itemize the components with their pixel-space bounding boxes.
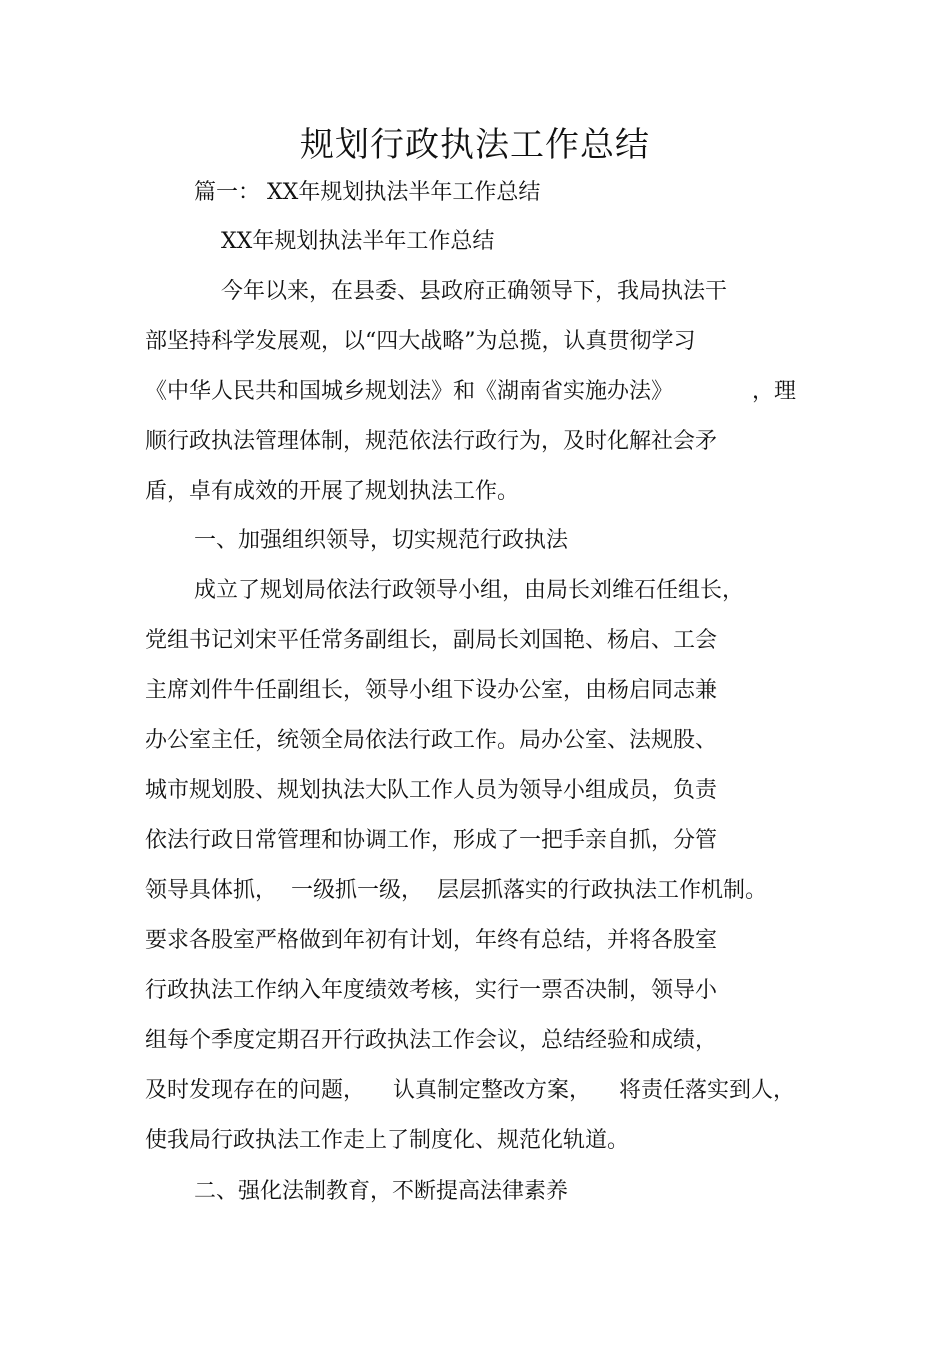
paragraph-line: 党组书记刘宋平任常务副组长，副局长刘国艳、杨启、工会 <box>145 628 718 653</box>
paragraph-line: 组每个季度定期召开行政执法工作会议，总结经验和成绩， <box>145 1028 718 1053</box>
paragraph-line: 及时发现存在的问题， 认真制定整改方案， 将责任落实到人， <box>145 1078 795 1103</box>
paragraph-line: 使我局行政执法工作走上了制度化、规范化轨道。 <box>145 1128 630 1153</box>
paragraph-line: 主席刘件牛任副组长，领导小组下设办公室，由杨启同志兼 <box>145 678 718 703</box>
paragraph-line: 依法行政日常管理和协调工作，形成了一把手亲自抓，分管 <box>145 828 718 853</box>
paragraph-line: 盾，卓有成效的开展了规划执法工作。 <box>145 479 520 504</box>
paragraph-line: 部坚持科学发展观，以“四大战略”为总揽，认真贯彻学习 <box>145 329 696 354</box>
section-heading: 篇一： XX年规划执法半年工作总结 <box>194 180 541 205</box>
paragraph-line: 要求各股室严格做到年初有计划，年终有总结，并将各股室 <box>145 928 718 953</box>
paragraph-line: 成立了规划局依法行政领导小组，由局长刘维石任组长， <box>194 578 745 603</box>
document-subtitle: XX年规划执法半年工作总结 <box>221 229 495 254</box>
paragraph-line: 办公室主任，统领全局依法行政工作。局办公室、法规股、 <box>145 728 718 753</box>
section-heading-2: 二、强化法制教育，不断提高法律素养 <box>194 1179 569 1204</box>
paragraph-line: 行政执法工作纳入年度绩效考核，实行一票否决制，领导小 <box>145 978 718 1003</box>
section-heading-1: 一、加强组织领导，切实规范行政执法 <box>194 528 569 553</box>
paragraph-line: ，理 <box>752 379 797 404</box>
paragraph-line: 《中华人民共和国城乡规划法》和《湖南省实施办法》 <box>145 379 674 404</box>
paragraph-line: 领导具体抓， 一级抓一级， 层层抓落实的行政执法工作机制。 <box>145 878 767 903</box>
document-title: 规划行政执法工作总结 <box>300 125 650 165</box>
paragraph-line: 今年以来，在县委、县政府正确领导下，我局执法干 <box>221 279 728 304</box>
paragraph-line: 城市规划股、规划执法大队工作人员为领导小组成员，负责 <box>145 778 718 803</box>
paragraph-line: 顺行政执法管理体制，规范依法行政行为，及时化解社会矛 <box>145 429 718 454</box>
